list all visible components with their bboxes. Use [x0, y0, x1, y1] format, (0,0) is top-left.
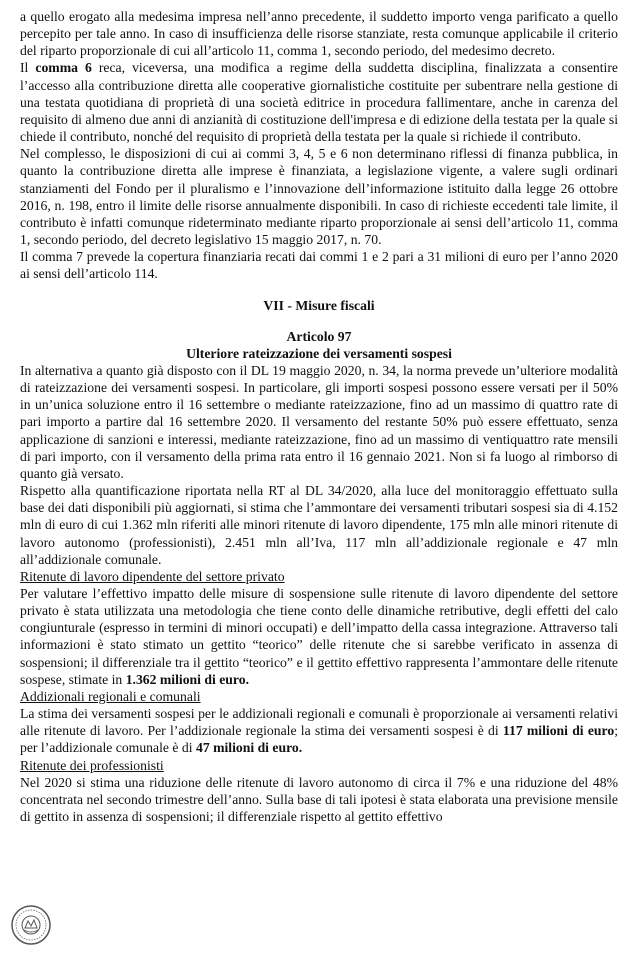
paragraph-2-bold: comma 6: [35, 60, 92, 76]
official-stamp-icon: [10, 904, 52, 946]
paragraph-8: [20, 705, 618, 756]
paragraph-2: [20, 59, 618, 145]
spacer: [20, 314, 618, 328]
spacer: [20, 283, 618, 297]
paragraph-6: Rispetto alla quantificazione riportata nella RT al DL 34/2020, alla luce del monitoraggio effettuato sulla base dei dati disponibili più aggiornati, si stima che l’ammontare dei versamenti tributari sospesi sia di 4.152 mln di euro di cui 1.362 mln riferiti alle minori ritenute di lavoro dipendente, 175 mln alle minori ritenute di lavoro autonomo (professionisti), 2.451 mln all’Iva, 117 mln all’addizionale regionale e 47 mln all’addizionale comunale.: [20, 483, 618, 567]
article-title: Articolo 97: [286, 328, 352, 344]
section-title: VII - Misure fiscali: [263, 297, 375, 313]
article-subtitle: Ulteriore rateizzazione dei versamenti sospesi: [186, 345, 452, 361]
subheading-professionisti: Ritenute dei professionisti: [20, 757, 164, 773]
paragraph-8-mid: ; per l’addizionale comunale è di: [20, 723, 619, 756]
paragraph-7-text: Per valutare l’effettivo impatto delle misure di sospensione sulle ritenute di lavoro dipendente del settore privato è stata utilizzata una metodologia che tiene conto delle dinamiche retributive, degli effetti del calo congiunturale (espresso in termini di minori occupati) e dell’impatto della cassa integrazione. Attraverso tali informazioni è stato stimato un gettito “teorico” delle ritenute che si sarebbe verificato in assenza di sospensioni; il differenziale tra il gettito “teorico” e il gettito effettivo rappresenta l’ammontare delle ritenute sospese, stimate in: [20, 586, 618, 687]
paragraph-1: a quello erogato alla medesima impresa nell’anno precedente, il suddetto importo venga parificato a quello percepito per tale anno. In caso di insufficienza delle risorse stanziate, resta comunque applicabile il criterio del riparto proporzionale di cui all’articolo 11, comma 1, secondo periodo, del medesimo decreto.: [20, 9, 618, 59]
paragraph-8-bold-regionale: 117 milioni di euro: [502, 723, 615, 739]
subheading-lavoro-dipendente: Ritenute di lavoro dipendente del settore privato: [20, 568, 285, 584]
paragraph-7: [20, 585, 618, 688]
paragraph-3: Nel complesso, le disposizioni di cui ai commi 3, 4, 5 e 6 non determinano riflessi di finanza pubblica, in quanto la contribuzione diretta alle imprese è finanziata, a legislazione vigente, a valere sugli ordinari stanziamenti del Fondo per il pluralismo e l’innovazione dell’informazione istituito dalla legge 26 ottobre 2016, n. 198, entro il limite delle risorse annualmente disponibili. In caso di richieste eccedenti tale limite, il contributo è infatti comunque rideterminato mediante riparto proporzionale ai sensi dell’articolo 11, comma 1, secondo periodo, del decreto legislativo 15 maggio 2017, n. 70.: [20, 146, 618, 248]
paragraph-2-rest: reca, viceversa, una modifica a regime della suddetta disciplina, finalizzata a consentire l’accesso alla contribuzione diretta alle cooperative giornalistiche costituite per subentrare nella gestione di una testata quotidiana di proprietà di una società editrice in procedura fallimentare, anche in carenza del requisito di almeno due anni di anzianità di costituzione dell'impresa e di edizione della testata per la quale si chiede il contributo, nonché del requisito di proprietà della testata per la quale si richiede il contributo.: [20, 60, 618, 145]
paragraph-4: Il comma 7 prevede la copertura finanziaria recati dai commi 1 e 2 pari a 31 milioni di euro per l’anno 2020 ai sensi dell’articolo 114.: [20, 249, 618, 282]
paragraph-8-text: La stima dei versamenti sospesi per le addizionali regionali e comunali è proporzionale ai versamenti relativi alle ritenute di lavoro. Per l’addizionale regionale la stima dei versamenti sospesi è di: [20, 706, 618, 739]
paragraph-9: Nel 2020 si stima una riduzione delle ritenute di lavoro autonomo di circa il 7% e una riduzione del 48% concentrata nel secondo trimestre dell’anno. Sulla base di tali ipotesi è stata elaborata una previsione mensile di gettito in assenza di sospensioni; il differenziale rispetto al gettito effettivo: [20, 774, 618, 825]
paragraph-7-bold: 1.362 milioni di euro.: [125, 671, 250, 687]
paragraph-8-bold-comunale: 47 milioni di euro.: [195, 740, 303, 756]
subheading-addizionali: Addizionali regionali e comunali: [20, 688, 201, 704]
document-body: [20, 8, 618, 825]
paragraph-5: In alternativa a quanto già disposto con il DL 19 maggio 2020, n. 34, la norma prevede un’ulteriore modalità di rateizzazione dei versamenti sospesi. In particolare, gli importi sospesi possono essere versati per il 50% in un’unica soluzione entro il 16 settembre o mediante rateizzazione, fino ad un massimo di quattro rate di pari importo a partire dal 16 settembre 2020. Il versamento del restante 50% può essere effettuato, senza applicazione di sanzioni e interessi, mediante rateizzazione, fino ad un massimo di ventiquattro rate mensili di pari importo, con il versamento della prima rata entro il 16 gennaio 2021. Non si fa luogo al rimborso di quanto già versato.: [20, 362, 618, 481]
paragraph-2-start: Il: [20, 60, 36, 76]
